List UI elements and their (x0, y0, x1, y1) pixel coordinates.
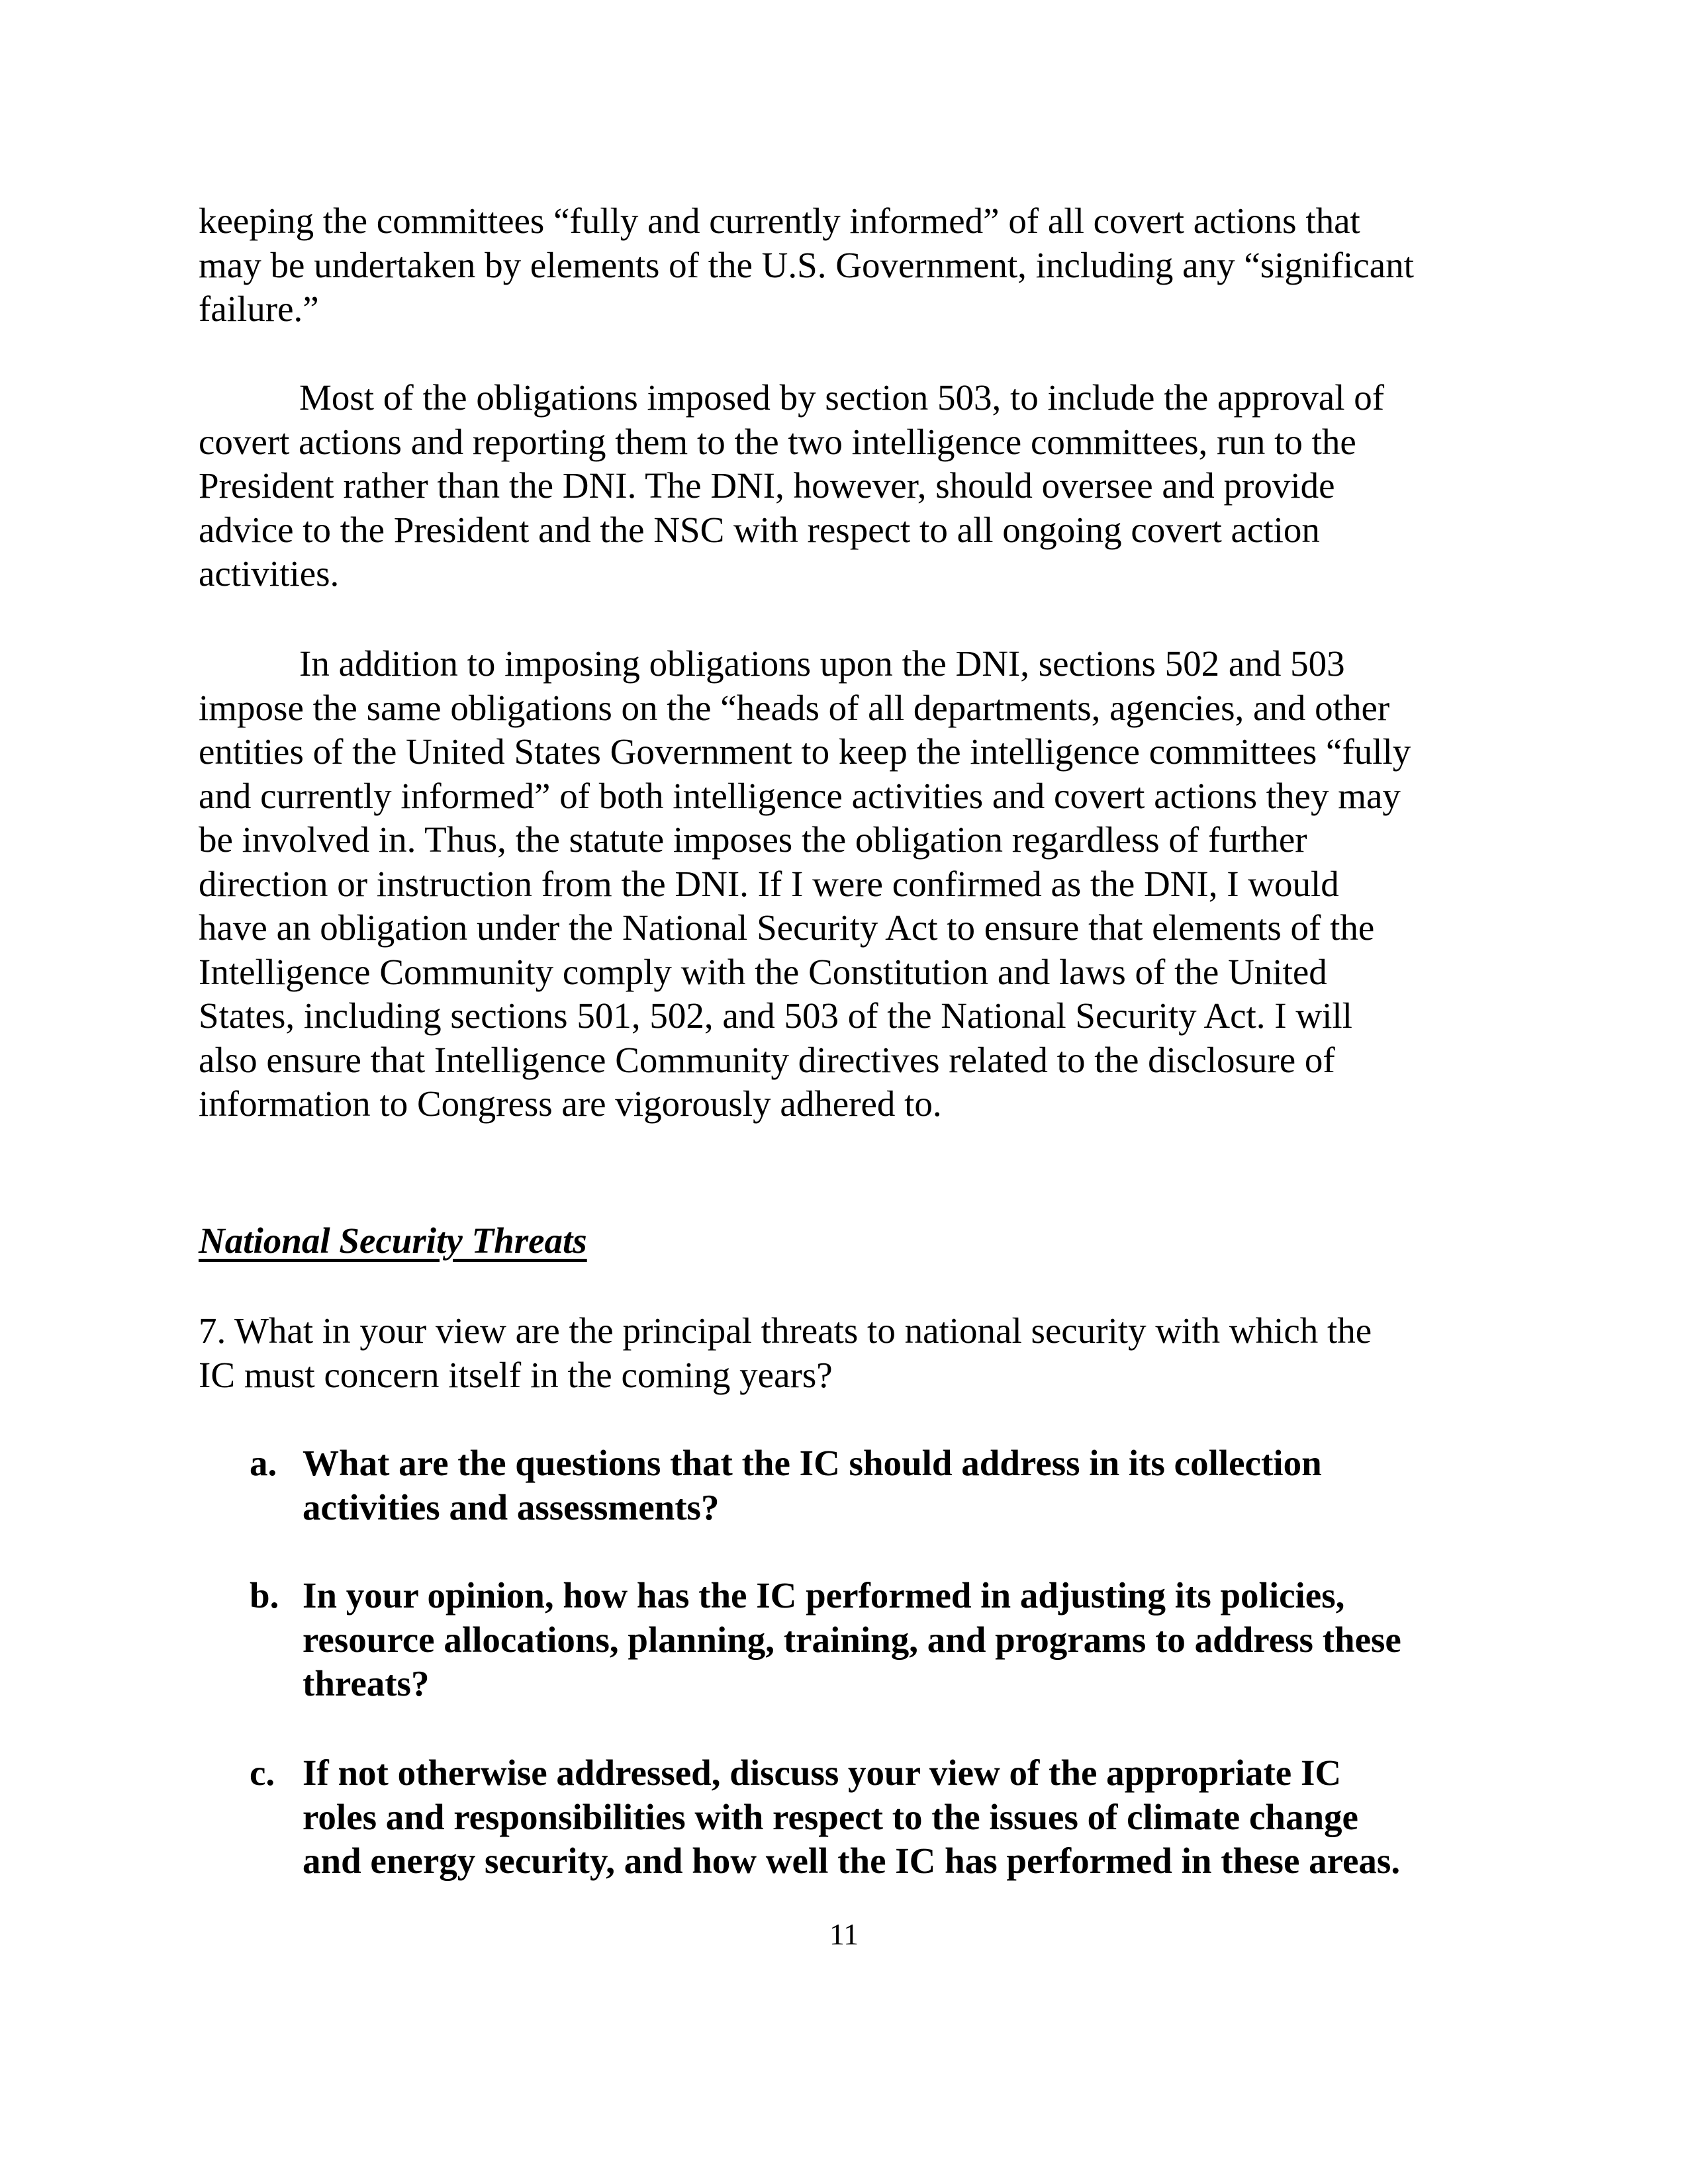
paragraph-line: may be undertaken by elements of the U.S. Government, including any “significant (199, 244, 1414, 285)
paragraph-line: information to Congress are vigorously adhered to. (199, 1083, 942, 1124)
section-heading: National Security Threats (199, 1220, 587, 1261)
paragraph-line: activities. (199, 553, 340, 594)
sub-question-line: If not otherwise addressed, discuss your view of the appropriate IC (303, 1752, 1342, 1793)
paragraph-line: States, including sections 501, 502, and 503 of the National Security Act. I will (199, 995, 1352, 1036)
paragraph-line: impose the same obligations on the “heads of all departments, agencies, and other (199, 687, 1390, 728)
paragraph-line: President rather than the DNI. The DNI, however, should oversee and provide (199, 465, 1335, 506)
sub-question-text (303, 1441, 1507, 1529)
paragraph-continuation (199, 199, 1523, 332)
sub-question-b (250, 1574, 1507, 1706)
paragraph-line: also ensure that Intelligence Community directives related to the disclosure of (199, 1039, 1335, 1080)
list-marker: a. (250, 1443, 277, 1483)
paragraph-sections-502-503 (199, 642, 1523, 1126)
sub-question-a (250, 1441, 1507, 1529)
page-number: 11 (829, 1917, 859, 1951)
sub-question-line: and energy security, and how well the IC has performed in these areas. (303, 1841, 1401, 1881)
sub-question-line: roles and responsibilities with respect to the issues of climate change (303, 1796, 1358, 1837)
sub-question-text (303, 1751, 1507, 1884)
paragraph-line: entities of the United States Government to keep the intelligence committees “fully (199, 731, 1411, 772)
sub-question-line: activities and assessments? (303, 1486, 720, 1527)
sub-question-line: resource allocations, planning, training, and programs to address these (303, 1619, 1401, 1660)
list-marker: c. (250, 1752, 275, 1793)
sub-question-text (303, 1574, 1507, 1706)
paragraph-line: Intelligence Community comply with the Constitution and laws of the United (199, 951, 1327, 992)
paragraph-line: In addition to imposing obligations upon the DNI, sections 502 and 503 (299, 643, 1345, 684)
sub-question-c (250, 1751, 1507, 1884)
paragraph-line: advice to the President and the NSC with respect to all ongoing covert action (199, 509, 1320, 550)
paragraph-line: and currently informed” of both intelligence activities and covert actions they may (199, 775, 1401, 816)
paragraph-section-503 (199, 376, 1523, 596)
question-line: 7. What in your view are the principal threats to national security with which the (199, 1310, 1372, 1351)
question-7 (199, 1309, 1523, 1397)
sub-question-line: What are the questions that the IC should address in its collection (303, 1443, 1322, 1483)
sub-question-line: threats? (303, 1663, 430, 1704)
paragraph-line: be involved in. Thus, the statute imposes the obligation regardless of further (199, 819, 1307, 860)
sub-question-line: In your opinion, how has the IC performed in adjusting its policies, (303, 1575, 1345, 1615)
paragraph-line: have an obligation under the National Security Act to ensure that elements of the (199, 907, 1375, 948)
paragraph-line: keeping the committees “fully and currently informed” of all covert actions that (199, 201, 1360, 241)
paragraph-line: direction or instruction from the DNI. If I were confirmed as the DNI, I would (199, 863, 1339, 904)
paragraph-line: Most of the obligations imposed by section 503, to include the approval of (299, 377, 1385, 418)
paragraph-line: covert actions and reporting them to the two intelligence committees, run to the (199, 421, 1356, 462)
question-line: IC must concern itself in the coming years? (199, 1354, 833, 1395)
list-marker: b. (250, 1575, 279, 1615)
paragraph-line: failure.” (199, 289, 319, 329)
